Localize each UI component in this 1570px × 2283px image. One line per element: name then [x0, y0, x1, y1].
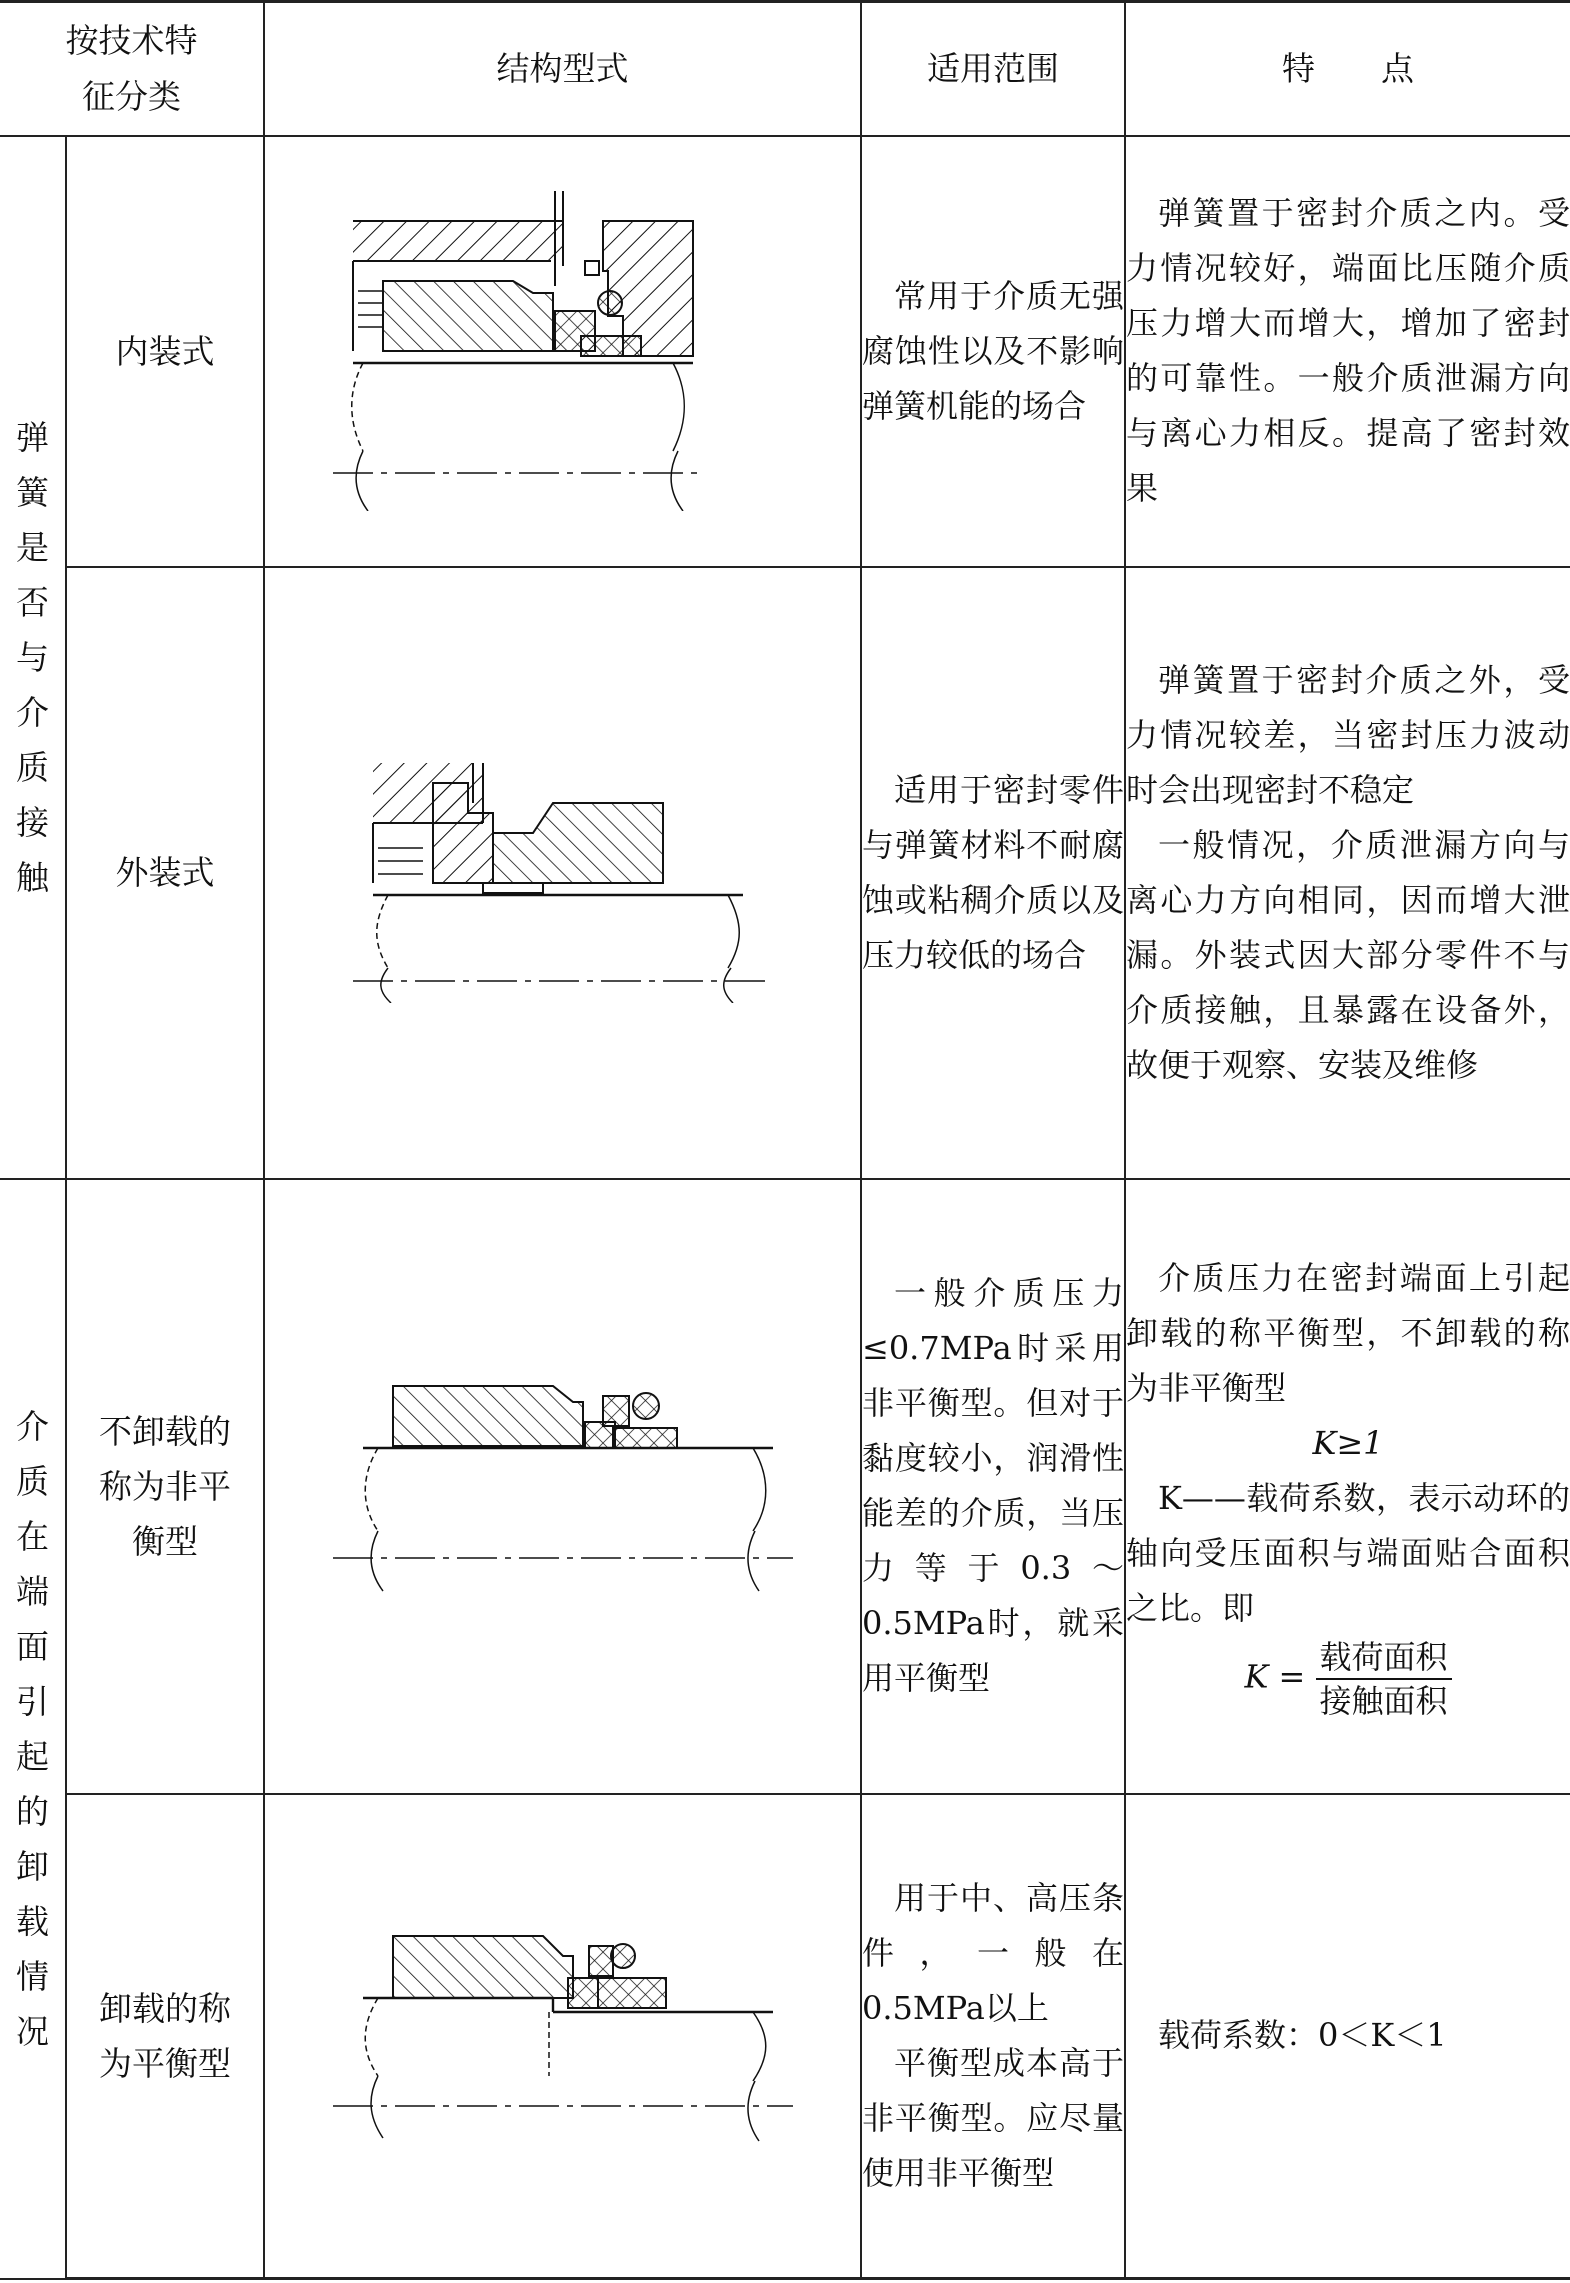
- row-outer-type: [0, 567, 1570, 1179]
- scope-unbalanced-text: 一般介质压力≤0.7MPa时采用非平衡型。但对于黏度较小，润滑性能差的介质，当压力等于0.3～0.5MPa时，就采用平衡型: [862, 1274, 1124, 1697]
- group-label-unload-text: 介质在端面引起的卸载情况: [16, 1406, 49, 2051]
- scope-inner-text: 常用于介质无强腐蚀性以及不影响弹簧机能的场合: [862, 276, 1124, 425]
- header-classify-text: 按技术特征分类: [65, 20, 198, 116]
- row-inner-type: [0, 136, 1570, 567]
- formula-lhs: K =: [1244, 1657, 1306, 1695]
- scope-unbalanced: [861, 1179, 1125, 1794]
- features-outer-text-2: 一般情况，介质泄漏方向与离心力方向相同，因而增大泄漏。外装式因大部分零件不与介质接触，且暴露在设备外，故便于观察、安装及维修: [1126, 825, 1570, 1084]
- scope-outer-text: 适用于密封零件与弹簧材料不耐腐蚀或粘稠介质以及压力较低的场合: [862, 770, 1124, 974]
- formula-k-ratio: [1126, 1636, 1570, 1722]
- scope-balanced-text-2: 平衡型成本高于非平衡型。应尽量使用非平衡型: [862, 2043, 1124, 2192]
- row-balanced-type: [0, 1794, 1570, 2279]
- features-unbalanced-intro: 介质压力在密封端面上引起卸载的称平衡型，不卸载的称为非平衡型: [1126, 1258, 1570, 1407]
- features-inner: [1125, 136, 1570, 567]
- type-balanced-text: 卸载的称为平衡型: [99, 1988, 231, 2083]
- features-unbalanced-kdef: K——载荷系数，表示动环的轴向受压面积与端面贴合面积之比。即: [1126, 1478, 1570, 1627]
- group-label-spring: [0, 136, 66, 1179]
- scope-outer: [861, 567, 1125, 1179]
- header-row: [0, 2, 1570, 136]
- features-balanced-text: 载荷系数：0＜K＜1: [1158, 2016, 1447, 2055]
- unbalanced-seal-drawing: [323, 1366, 803, 1606]
- figure-unbalanced-type: [264, 1179, 861, 1794]
- scope-balanced-text-1: 用于中、高压条件，一般在0.5MPa以上: [862, 1878, 1124, 2027]
- header-features: 特 点: [1125, 2, 1570, 136]
- type-unbalanced-text: 不卸载的称为非平衡型: [99, 1411, 231, 1561]
- formula-fraction: [1316, 1636, 1452, 1722]
- figure-balanced-type: [264, 1794, 861, 2279]
- features-outer: [1125, 567, 1570, 1179]
- header-scope: 适用范围: [861, 2, 1125, 136]
- features-balanced: [1125, 1794, 1570, 2279]
- scope-inner: [861, 136, 1125, 567]
- outer-seal-drawing: [333, 743, 793, 1003]
- header-classify: [0, 2, 264, 136]
- type-unbalanced: [66, 1179, 264, 1794]
- features-inner-text: 弹簧置于密封介质之内。受力情况较好，端面比压随介质压力增大而增大，增加了密封的可靠性。一般介质泄漏方向与离心力相反。提高了密封效果: [1126, 194, 1570, 507]
- type-outer: 外装式: [66, 567, 264, 1179]
- features-unbalanced: [1125, 1179, 1570, 1794]
- formula-k-ge-1: K≥1: [1312, 1423, 1384, 1462]
- group-label-spring-text: 弹簧是否与介质接触: [16, 417, 49, 897]
- type-inner: 内装式: [66, 136, 264, 567]
- balanced-seal-drawing: [323, 1926, 803, 2146]
- row-unbalanced-type: [0, 1179, 1570, 1794]
- formula-denominator: 接触面积: [1319, 1681, 1448, 1720]
- type-balanced: [66, 1794, 264, 2279]
- inner-seal-drawing: [323, 191, 803, 511]
- scope-balanced: [861, 1794, 1125, 2279]
- figure-outer-type: [264, 567, 861, 1179]
- features-outer-text-1: 弹簧置于密封介质之外，受力情况较差，当密封压力波动时会出现密封不稳定: [1126, 660, 1570, 809]
- header-structure: 结构型式: [264, 2, 861, 136]
- group-label-unload: [0, 1179, 66, 2279]
- figure-inner-type: [264, 136, 861, 567]
- formula-numerator: 载荷面积: [1316, 1636, 1452, 1680]
